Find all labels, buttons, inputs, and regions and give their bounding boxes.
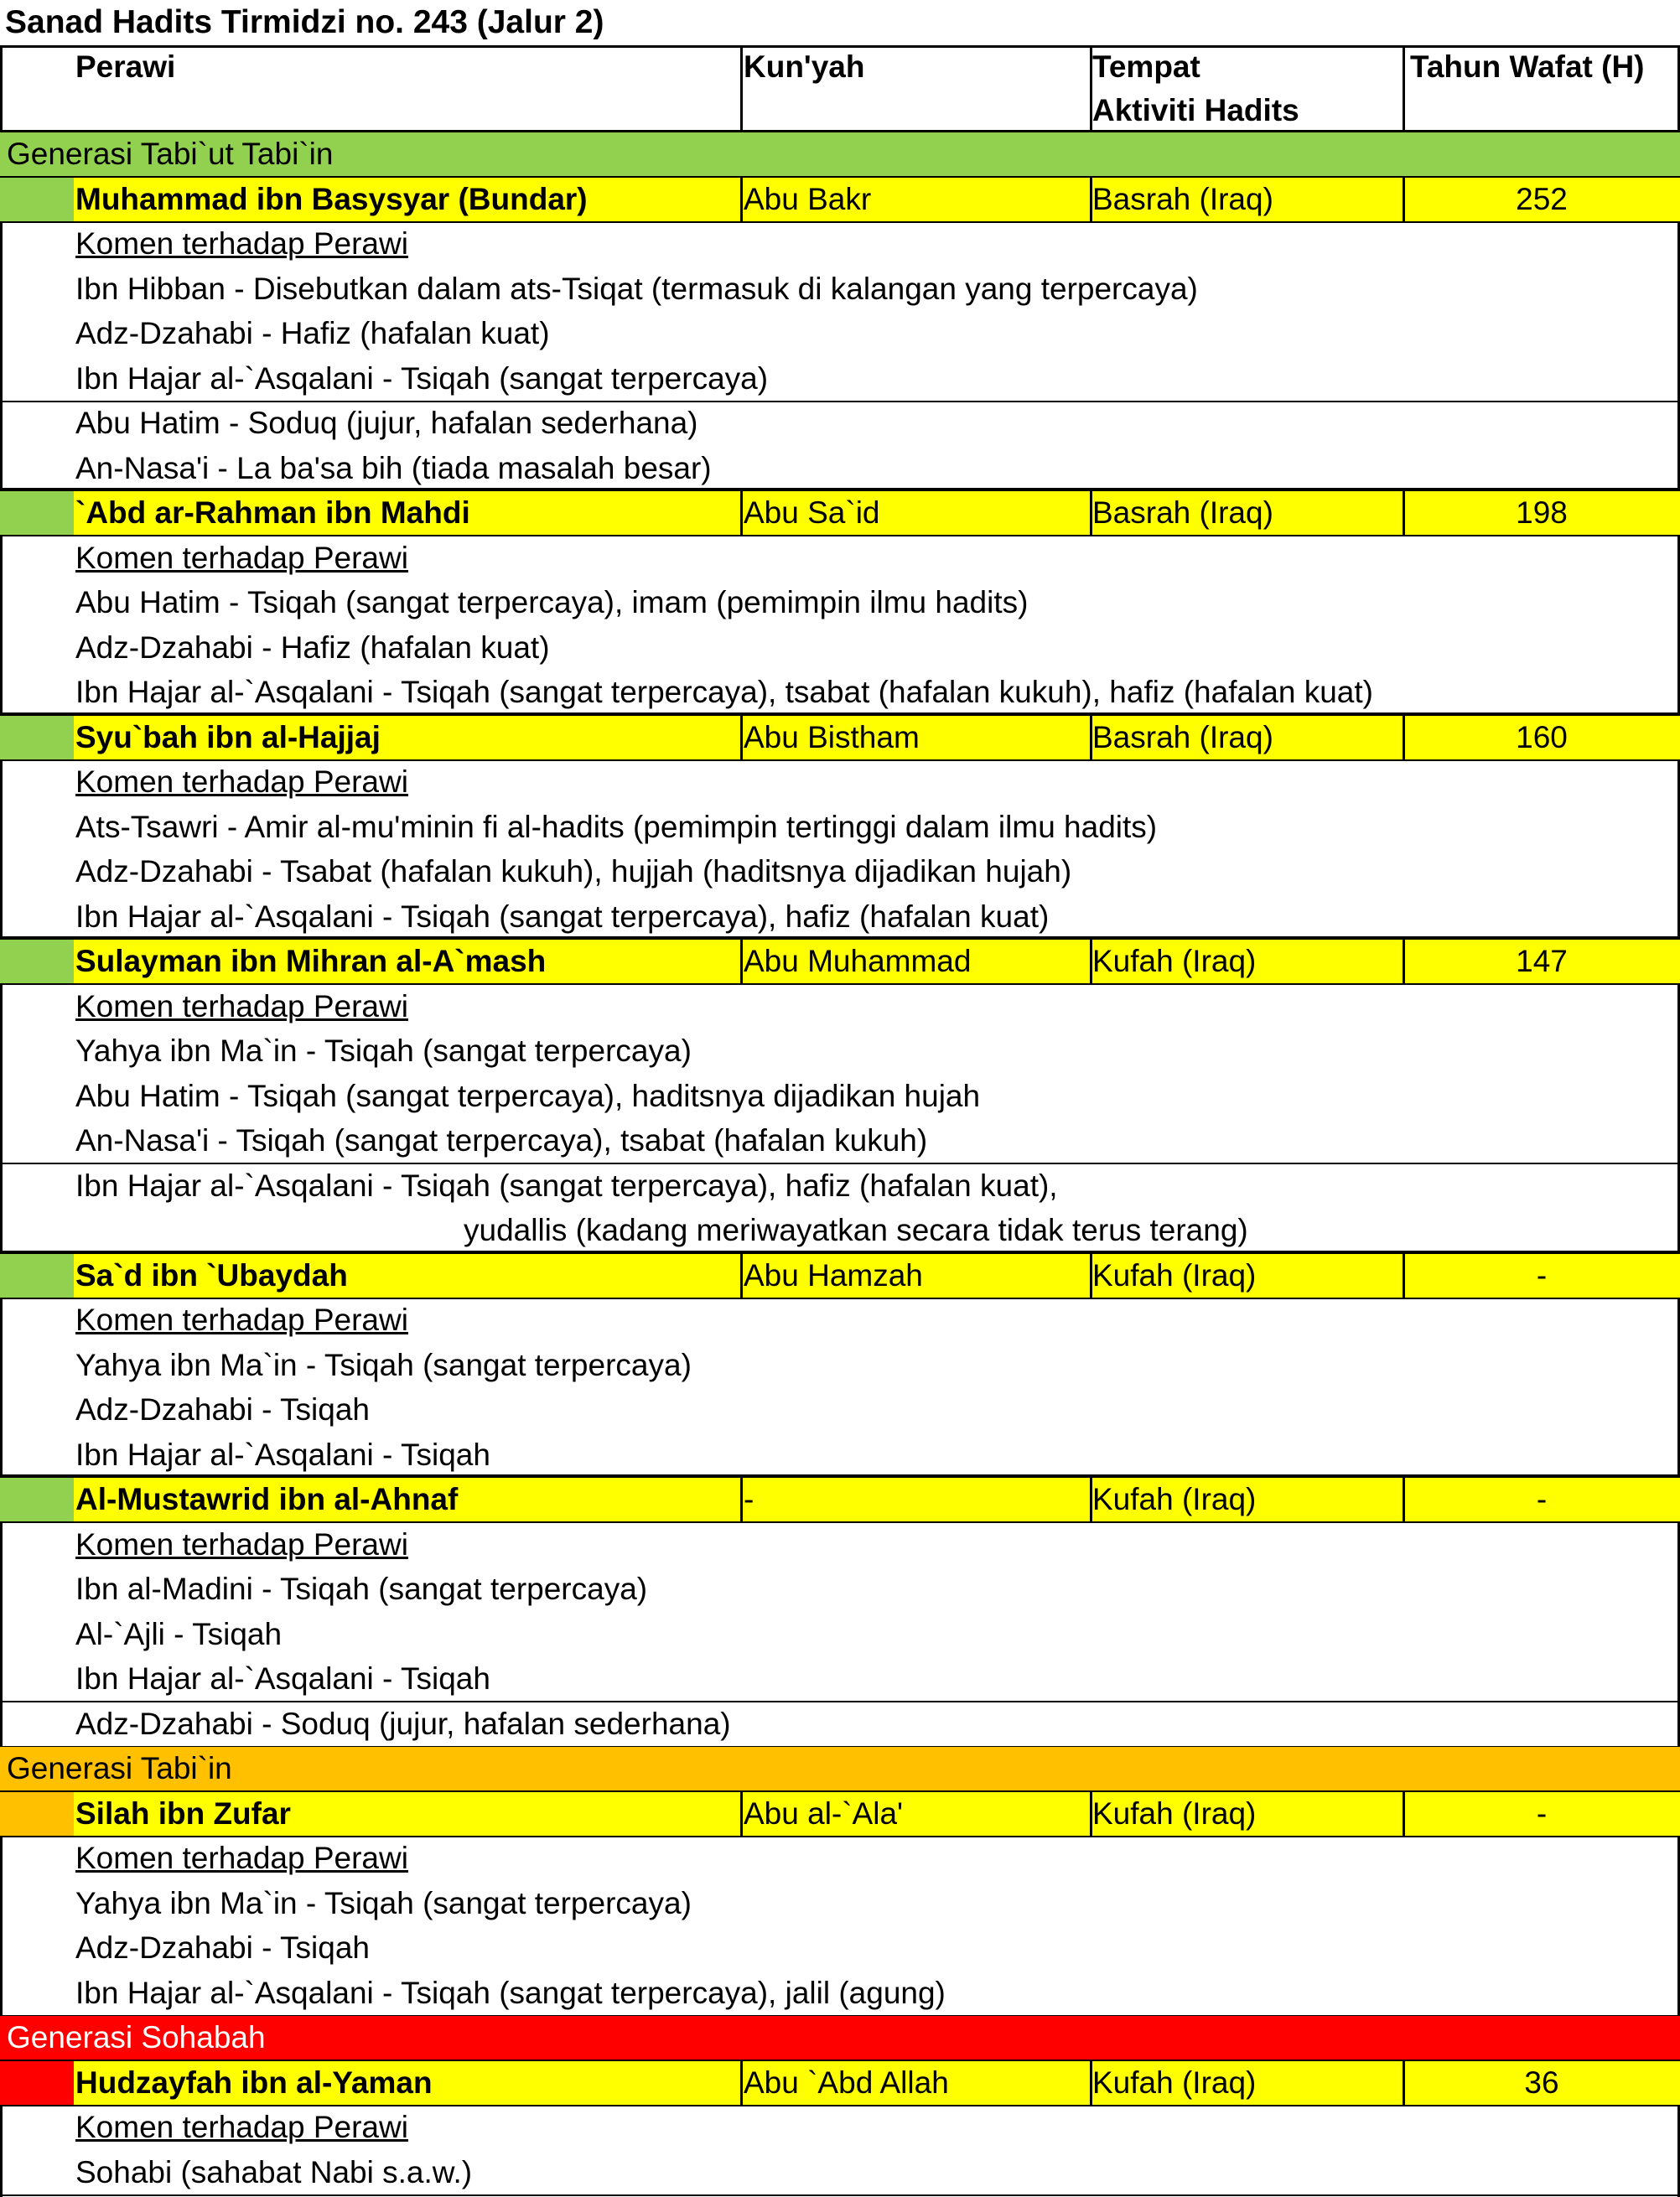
komen-label: Komen terhadap Perawi (75, 2110, 408, 2144)
generation-header (0, 132, 1680, 178)
comment-block (0, 1837, 1680, 2016)
komen-label: Komen terhadap Perawi (75, 226, 408, 261)
column-divider (1403, 1792, 1405, 1837)
narrator-name: Muhammad ibn Basysyar (Bundar) (75, 181, 588, 216)
comment-line: Ibn Hibban - Disebutkan dalam ats-Tsiqat (termasuk di kalangan yang terpercaya) (75, 271, 1198, 306)
column-divider (1403, 1478, 1405, 1523)
header-column-divider (740, 45, 743, 132)
generation-marker (0, 1478, 74, 1523)
comment-block (0, 760, 1680, 940)
narrator-tempat: Kufah (Iraq) (1092, 1795, 1257, 1831)
generation-marker (0, 491, 74, 536)
narrator-tempat: Kufah (Iraq) (1092, 944, 1257, 978)
narrator-tempat: Kufah (Iraq) (1092, 1482, 1257, 1516)
narrator-tahun-wafat: - (1536, 1482, 1548, 1516)
comment-line: Ibn Hajar al-`Asqalani - Tsiqah (sangat terpercaya) (75, 360, 769, 396)
narrator-row (0, 1792, 1680, 1837)
column-divider (740, 2061, 743, 2106)
narrator-row (0, 716, 1680, 761)
comment-line: An-Nasa'i - La ba'sa bih (tiada masalah besar) (75, 450, 712, 485)
column-divider (1090, 1254, 1092, 1299)
column-divider (740, 716, 743, 761)
comment-block (0, 2106, 1680, 2195)
comment-block (0, 1164, 1680, 1254)
comment-line: Ibn Hajar al-`Asqalani - Tsiqah (sangat terpercaya), tsabat (hafalan kukuh), hafiz (hafalan kuat) (75, 675, 1373, 709)
comment-line: Adz-Dzahabi - Soduq (jujur, hafalan sederhana) (75, 1706, 731, 1741)
narrator-kunyah: Abu al-`Ala' (744, 1795, 904, 1831)
comment-line: Ibn Hajar al-`Asqalani - Tsiqah (sangat terpercaya), jalil (agung) (75, 1975, 946, 2010)
narrator-row (0, 1254, 1680, 1299)
narrator-tahun-wafat: 36 (1524, 2065, 1559, 2100)
comment-line: Sohabi (sahabat Nabi s.a.w.) (75, 2154, 473, 2189)
column-divider (1090, 178, 1092, 223)
header-tempat: Tempat (1092, 49, 1200, 84)
column-divider (1403, 716, 1405, 761)
komen-label: Komen terhadap Perawi (75, 540, 408, 575)
narrator-tempat: Kufah (Iraq) (1092, 1257, 1257, 1293)
generation-marker (0, 2061, 74, 2106)
column-divider (1090, 1792, 1092, 1837)
comment-line: Ibn Hajar al-`Asqalani - Tsiqah (75, 1661, 490, 1696)
column-divider (1403, 940, 1405, 985)
narrator-kunyah: Abu Bakr (744, 181, 872, 216)
narrator-tahun-wafat: 147 (1516, 944, 1568, 978)
komen-label: Komen terhadap Perawi (75, 1526, 408, 1562)
narrator-name: Silah ibn Zufar (75, 1795, 291, 1831)
narrator-row (0, 2061, 1680, 2106)
narrator-kunyah: Abu Hamzah (744, 1257, 923, 1293)
column-divider (1090, 491, 1092, 536)
narrator-row (0, 1478, 1680, 1523)
narrator-name: `Abd ar-Rahman ibn Mahdi (75, 495, 470, 530)
narrator-name: Sulayman ibn Mihran al-A`mash (75, 944, 547, 978)
narrator-row (0, 178, 1680, 223)
generation-marker (0, 1792, 74, 1837)
narrator-tahun-wafat: 252 (1516, 181, 1568, 216)
narrator-kunyah: Abu Bistham (744, 719, 920, 754)
column-divider (1090, 1478, 1092, 1523)
comment-block (0, 1702, 1680, 1748)
comment-line: Adz-Dzahabi - Hafiz (hafalan kuat) (75, 316, 550, 350)
narrator-row (0, 491, 1680, 536)
row-divider (0, 2194, 1680, 2196)
generation-header (0, 1747, 1680, 1792)
table-header (0, 45, 1680, 132)
komen-label: Komen terhadap Perawi (75, 988, 408, 1023)
comment-block (0, 536, 1680, 716)
column-divider (740, 1792, 743, 1837)
narrator-kunyah: Abu Sa`id (744, 495, 880, 530)
generation-title: Generasi Tabi`ut Tabi`in (7, 137, 334, 171)
komen-label: Komen terhadap Perawi (75, 1303, 408, 1337)
generation-title: Generasi Sohabah (7, 2020, 266, 2055)
column-divider (1403, 2061, 1405, 2106)
header-tahun-wafat: Tahun Wafat (H) (1410, 49, 1645, 84)
header-column-divider (1403, 45, 1405, 132)
comment-line: Ats-Tsawri - Amir al-mu'minin fi al-hadits (pemimpin tertinggi dalam ilmu hadits) (75, 809, 1158, 844)
comment-line: Adz-Dzahabi - Tsiqah (75, 1392, 370, 1427)
comment-block (0, 222, 1680, 402)
narrator-tahun-wafat: - (1536, 1257, 1548, 1293)
narrator-tahun-wafat: - (1536, 1795, 1548, 1831)
narrator-kunyah: - (744, 1482, 754, 1516)
comment-block (0, 1523, 1680, 1702)
narrator-row (0, 940, 1680, 985)
column-divider (1090, 716, 1092, 761)
comment-line: Abu Hatim - Tsiqah (sangat terpercaya), haditsnya dijadikan hujah (75, 1078, 981, 1113)
narrator-kunyah: Abu Muhammad (744, 944, 972, 978)
comment-block (0, 1298, 1680, 1478)
comment-line: Adz-Dzahabi - Hafiz (hafalan kuat) (75, 630, 550, 665)
narrator-tahun-wafat: 198 (1516, 495, 1568, 530)
column-divider (740, 1254, 743, 1299)
comment-line: Al-`Ajli - Tsiqah (75, 1616, 283, 1651)
column-divider (1403, 1254, 1405, 1299)
narrator-tahun-wafat: 160 (1516, 719, 1568, 754)
comment-block (0, 985, 1680, 1164)
header-kunyah: Kun'yah (744, 49, 865, 84)
comment-line: Abu Hatim - Soduq (jujur, hafalan sederhana) (75, 406, 698, 440)
column-divider (1403, 178, 1405, 223)
generation-marker (0, 940, 74, 985)
comment-line: yudallis (kadang meriwayatkan secara tidak terus terang) (464, 1213, 1248, 1247)
generation-marker (0, 716, 74, 761)
comment-line: Yahya ibn Ma`in - Tsiqah (sangat terpercaya) (75, 1347, 692, 1382)
generation-marker (0, 178, 74, 223)
header-column-divider (1090, 45, 1092, 132)
narrator-table (0, 45, 1680, 2197)
comment-line: Adz-Dzahabi - Tsiqah (75, 1930, 370, 1965)
comment-line: Yahya ibn Ma`in - Tsiqah (sangat terpercaya) (75, 1034, 692, 1068)
column-divider (1403, 491, 1405, 536)
generation-marker (0, 1254, 74, 1299)
comment-block (0, 402, 1680, 491)
page-title: Sanad Hadits Tirmidzi no. 243 (Jalur 2) (5, 4, 604, 40)
komen-label: Komen terhadap Perawi (75, 1841, 408, 1875)
komen-label: Komen terhadap Perawi (75, 764, 408, 799)
column-divider (740, 1478, 743, 1523)
generation-title: Generasi Tabi`in (7, 1751, 232, 1785)
comment-line: Yahya ibn Ma`in - Tsiqah (sangat terpercaya) (75, 1885, 692, 1920)
comment-line: Ibn Hajar al-`Asqalani - Tsiqah (75, 1437, 490, 1472)
comment-line: Ibn Hajar al-`Asqalani - Tsiqah (sangat terpercaya), hafiz (hafalan kuat) (75, 899, 1050, 934)
comment-line: Ibn al-Madini - Tsiqah (sangat terpercaya) (75, 1572, 648, 1606)
column-divider (1090, 940, 1092, 985)
header-tempat-line2: Aktiviti Hadits (1092, 93, 1299, 127)
column-divider (740, 491, 743, 536)
narrator-name: Syu`bah ibn al-Hajjaj (75, 719, 381, 754)
narrator-kunyah: Abu `Abd Allah (744, 2065, 949, 2100)
generation-header (0, 2016, 1680, 2061)
comment-line: Adz-Dzahabi - Tsabat (hafalan kukuh), hujjah (haditsnya dijadikan hujah) (75, 854, 1072, 889)
narrator-name: Hudzayfah ibn al-Yaman (75, 2065, 433, 2100)
narrator-tempat: Basrah (Iraq) (1092, 495, 1273, 530)
comment-line: Ibn Hajar al-`Asqalani - Tsiqah (sangat terpercaya), hafiz (hafalan kuat), (75, 1168, 1058, 1203)
comment-line: Abu Hatim - Tsiqah (sangat terpercaya), imam (pemimpin ilmu hadits) (75, 585, 1029, 619)
comment-line: An-Nasa'i - Tsiqah (sangat terpercaya), tsabat (hafalan kukuh) (75, 1123, 928, 1158)
narrator-tempat: Basrah (Iraq) (1092, 719, 1273, 754)
narrator-tempat: Kufah (Iraq) (1092, 2065, 1257, 2100)
column-divider (740, 940, 743, 985)
column-divider (1090, 2061, 1092, 2106)
header-perawi: Perawi (75, 49, 176, 84)
column-divider (740, 178, 743, 223)
narrator-tempat: Basrah (Iraq) (1092, 181, 1273, 216)
narrator-name: Sa`d ibn `Ubaydah (75, 1257, 348, 1293)
narrator-name: Al-Mustawrid ibn al-Ahnaf (75, 1482, 459, 1516)
